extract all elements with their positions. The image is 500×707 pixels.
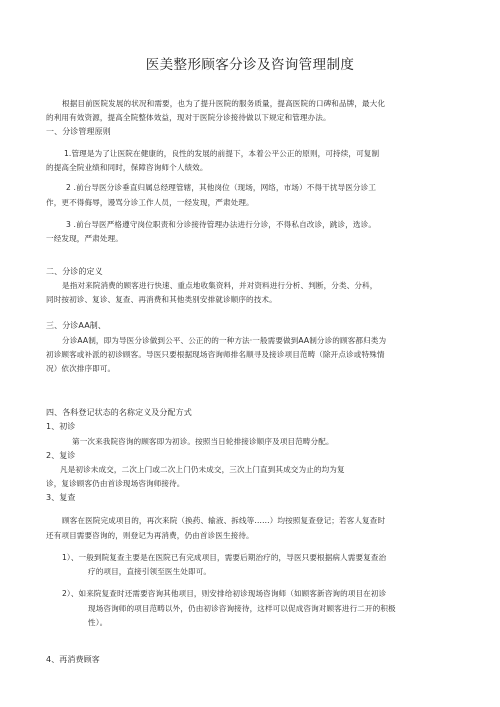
document-title: 医美整形顾客分诊及咨询管理制度 <box>145 57 355 73</box>
subsection-heading: 3、复查 <box>46 493 76 502</box>
list-item-line: 现场咨询师的项目范畴以外，仍由初诊咨询接待，这样可以促成咨询对顾客进行二开的积极 <box>88 604 396 613</box>
paragraph-line: 是指对来院消费的顾客进行快速、重点地收集资料，并对资料进行分析、判断，分类、分科， <box>62 281 378 290</box>
paragraph-line: 作，更不得侮辱，谩骂分诊工作人员，一经发现，严肃处理。 <box>46 198 254 207</box>
paragraph-line: 初诊顾客或补派的初诊顾客。导医只要根据现场咨询师排名顺寻及接诊项目范畴（除开点诊或特殊情 <box>46 350 385 359</box>
section-heading: 四、各科登记状态的名称定义及分配方式 <box>46 408 192 417</box>
paragraph-line: 1.管理是为了让医院在健康的，良性的发展的前提下，本着公平公正的原则，可持续，可复制 <box>64 149 380 158</box>
list-item-line: 性）。 <box>88 618 108 627</box>
list-item-line: 2）、如来院复查时还需要咨询其他项目，则安排给初诊现场咨询师（如顾客新咨询的项目在初诊 <box>62 589 387 598</box>
paragraph-line: 况）依次排序即可。 <box>46 364 116 373</box>
intro-line: 的利用有效资源，提高全院整体效益，现对于医院分诊接待做以下规定和管理办法。 <box>46 113 331 122</box>
subsection-heading: 4、再消费顾客 <box>46 655 100 664</box>
paragraph-line: 顾客在医院完成项目的，再次来院（换药、输液、拆线等……）均按照复查登记；若客人复查时 <box>62 516 386 525</box>
intro-line: 根据目前医院发展的状况和需要，也为了提升医院的服务质量，提高医院的口碑和品牌，最大化 <box>62 99 386 108</box>
section-heading: 一、分诊管理原则 <box>46 127 111 136</box>
paragraph-line: 3 .前台导医严格遵守岗位职责和分诊接待管理办法进行分诊，不得私自改诊，跳诊，选诊。 <box>66 220 377 229</box>
section-heading: 二、分诊的定义 <box>46 267 103 276</box>
paragraph-line: 第一次来我院咨询的顾客即为初诊。按照当日轮排接诊顺序及项目范畴分配。 <box>72 437 334 446</box>
list-item-line: 1）、一般到院复查主要是在医院已有完成项目，需要后期治疗的，导医只要根据病人需要复查治 <box>62 553 387 562</box>
list-item-line: 疗的项目，直接引领至医生处即可。 <box>88 567 212 576</box>
subsection-heading: 1、初诊 <box>46 422 76 431</box>
paragraph-line: 还有项目需要咨询的，则登记为再消费，仍由首诊医生接待。 <box>46 531 254 540</box>
paragraph-line: 的提高全院业绩和同时，保障咨询师个人绩效。 <box>46 163 208 172</box>
section-heading: 三、分诊AA制、 <box>46 321 106 330</box>
paragraph-line: 一经发现，严肃处理。 <box>46 234 123 243</box>
paragraph-line: 凡是初诊未成交，二次上门或二次上门仍未成交，三次上门直到其成交为止的均为复 <box>60 465 345 474</box>
paragraph-line: 分诊AA制，即为导医分诊做到公平、公正的的一种方法·一般需要做到AA制分诊的顾客都归类为 <box>62 336 387 345</box>
paragraph-line: 2 .前台导医分诊垂直归属总经理管辖，其他岗位（现场，网络，市场）不得干扰导医分诊工 <box>66 183 377 192</box>
subsection-heading: 2、复诊 <box>46 451 76 460</box>
paragraph-line: 同时按初诊、复诊、复查、再消费和其他类别安排就诊顺序的技术。 <box>46 295 277 304</box>
paragraph-line: 诊，复诊顾客仍由首诊现场咨询师接待。 <box>46 479 185 488</box>
